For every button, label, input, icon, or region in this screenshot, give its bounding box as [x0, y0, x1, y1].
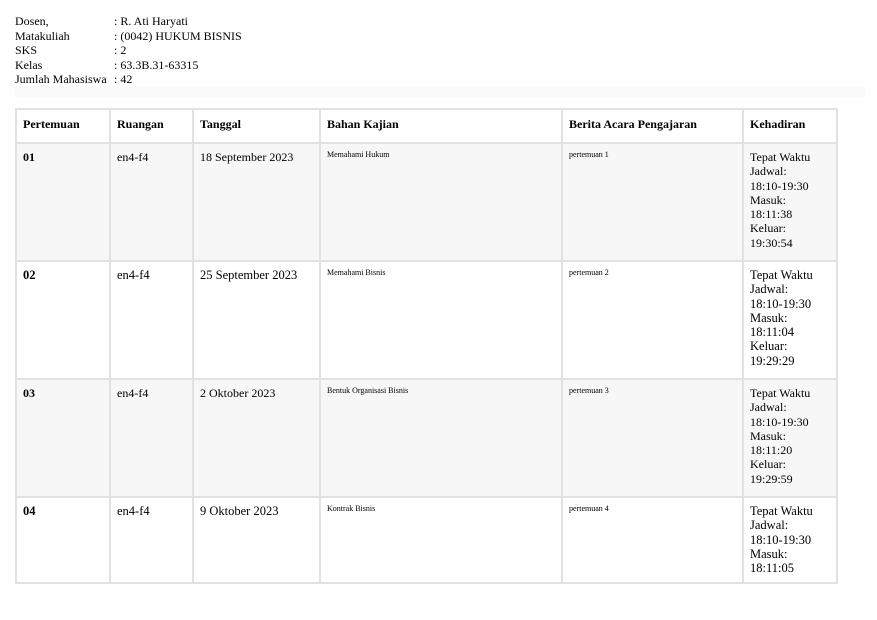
cell-bahan-kajian: Memahami Bisnis [320, 261, 562, 379]
attendance-line: Masuk: [750, 192, 786, 207]
attendance-line: Keluar: [750, 221, 786, 236]
attendance-line: Jadwal: [750, 518, 789, 533]
cell-pertemuan: 04 [16, 497, 110, 583]
attendance-status: Tepat Waktu [750, 268, 813, 282]
info-label: Kelas [15, 57, 43, 72]
info-row-sks [15, 43, 242, 58]
cell-berita-acara: pertemuan 2 [562, 261, 743, 379]
column-header-bahan-kajian: Bahan Kajian [320, 109, 562, 143]
table-header-row [16, 109, 837, 143]
separator-band [15, 86, 865, 98]
attendance-line: 18:11:04 [750, 325, 794, 340]
info-value: : 63.3B.31-63315 [114, 57, 199, 72]
info-value: : (0042) HUKUM BISNIS [114, 28, 242, 43]
attendance-line: Keluar: [750, 339, 788, 354]
attendance-line: Masuk: [750, 428, 786, 443]
attendance-table [15, 108, 838, 584]
cell-berita-acara: pertemuan 3 [562, 379, 743, 497]
attendance-line: Jadwal: [750, 282, 789, 297]
column-header-ruangan: Ruangan [110, 109, 193, 143]
attendance-line: Jadwal: [750, 164, 787, 179]
attendance-status: Tepat Waktu [750, 386, 811, 400]
table-row [16, 261, 837, 379]
info-label: Jumlah Mahasiswa [15, 72, 107, 86]
attendance-line: 18:11:38 [750, 207, 793, 222]
info-value: : R. Ati Haryati [114, 14, 188, 28]
attendance-line: 19:30:54 [750, 235, 793, 250]
cell-berita-acara: pertemuan 1 [562, 143, 743, 261]
info-label: Dosen, [15, 14, 49, 28]
attendance-line: 18:11:05 [750, 561, 794, 576]
cell-berita-acara: pertemuan 4 [562, 497, 743, 583]
table-row [16, 143, 837, 261]
cell-bahan-kajian: Kontrak Bisnis [320, 497, 562, 583]
cell-bahan-kajian: Memahami Hukum [320, 143, 562, 261]
cell-kehadiran [743, 143, 837, 261]
info-row-kelas [15, 58, 242, 73]
cell-tanggal: 18 September 2023 [193, 143, 320, 261]
cell-ruangan: en4-f4 [110, 379, 193, 497]
table-row [16, 497, 837, 583]
cell-kehadiran [743, 379, 837, 497]
attendance-line: 18:10-19:30 [750, 178, 809, 193]
cell-pertemuan: 03 [16, 379, 110, 497]
attendance-line: 18:10-19:30 [750, 532, 812, 547]
cell-pertemuan: 01 [16, 143, 110, 261]
cell-ruangan: en4-f4 [110, 261, 193, 379]
cell-tanggal: 25 September 2023 [193, 261, 320, 379]
cell-tanggal: 9 Oktober 2023 [193, 497, 320, 583]
attendance-line: 19:29:29 [750, 353, 795, 368]
attendance-line: Jadwal: [750, 400, 787, 415]
cell-ruangan: en4-f4 [110, 497, 193, 583]
column-header-pertemuan: Pertemuan [16, 109, 110, 143]
attendance-line: Keluar: [750, 457, 786, 472]
column-header-tanggal: Tanggal [193, 109, 320, 143]
attendance-line: Masuk: [750, 310, 788, 325]
info-value: : 2 [114, 43, 127, 57]
attendance-status: Tepat Waktu [750, 504, 813, 518]
column-header-kehadiran: Kehadiran [743, 109, 837, 143]
info-row-jumlah-mahasiswa [15, 72, 242, 87]
cell-tanggal: 2 Oktober 2023 [193, 379, 320, 497]
cell-bahan-kajian: Bentuk Organisasi Bisnis [320, 379, 562, 497]
column-header-berita-acara: Berita Acara Pengajaran [562, 109, 743, 143]
info-row-dosen [15, 14, 242, 29]
table-row [16, 379, 837, 497]
info-row-matakuliah [15, 29, 242, 44]
info-label: SKS [15, 43, 38, 57]
info-value: : 42 [114, 72, 133, 86]
attendance-line: Masuk: [750, 546, 788, 561]
attendance-line: 19:29:59 [750, 471, 793, 486]
attendance-line: 18:10-19:30 [750, 414, 809, 429]
attendance-line: 18:10-19:30 [750, 296, 812, 311]
attendance-status: Tepat Waktu [750, 150, 811, 164]
cell-ruangan: en4-f4 [110, 143, 193, 261]
cell-kehadiran [743, 497, 837, 583]
cell-pertemuan: 02 [16, 261, 110, 379]
attendance-line: 18:11:20 [750, 443, 793, 458]
course-info [15, 14, 242, 87]
info-label: Matakuliah [15, 28, 70, 43]
cell-kehadiran [743, 261, 837, 379]
